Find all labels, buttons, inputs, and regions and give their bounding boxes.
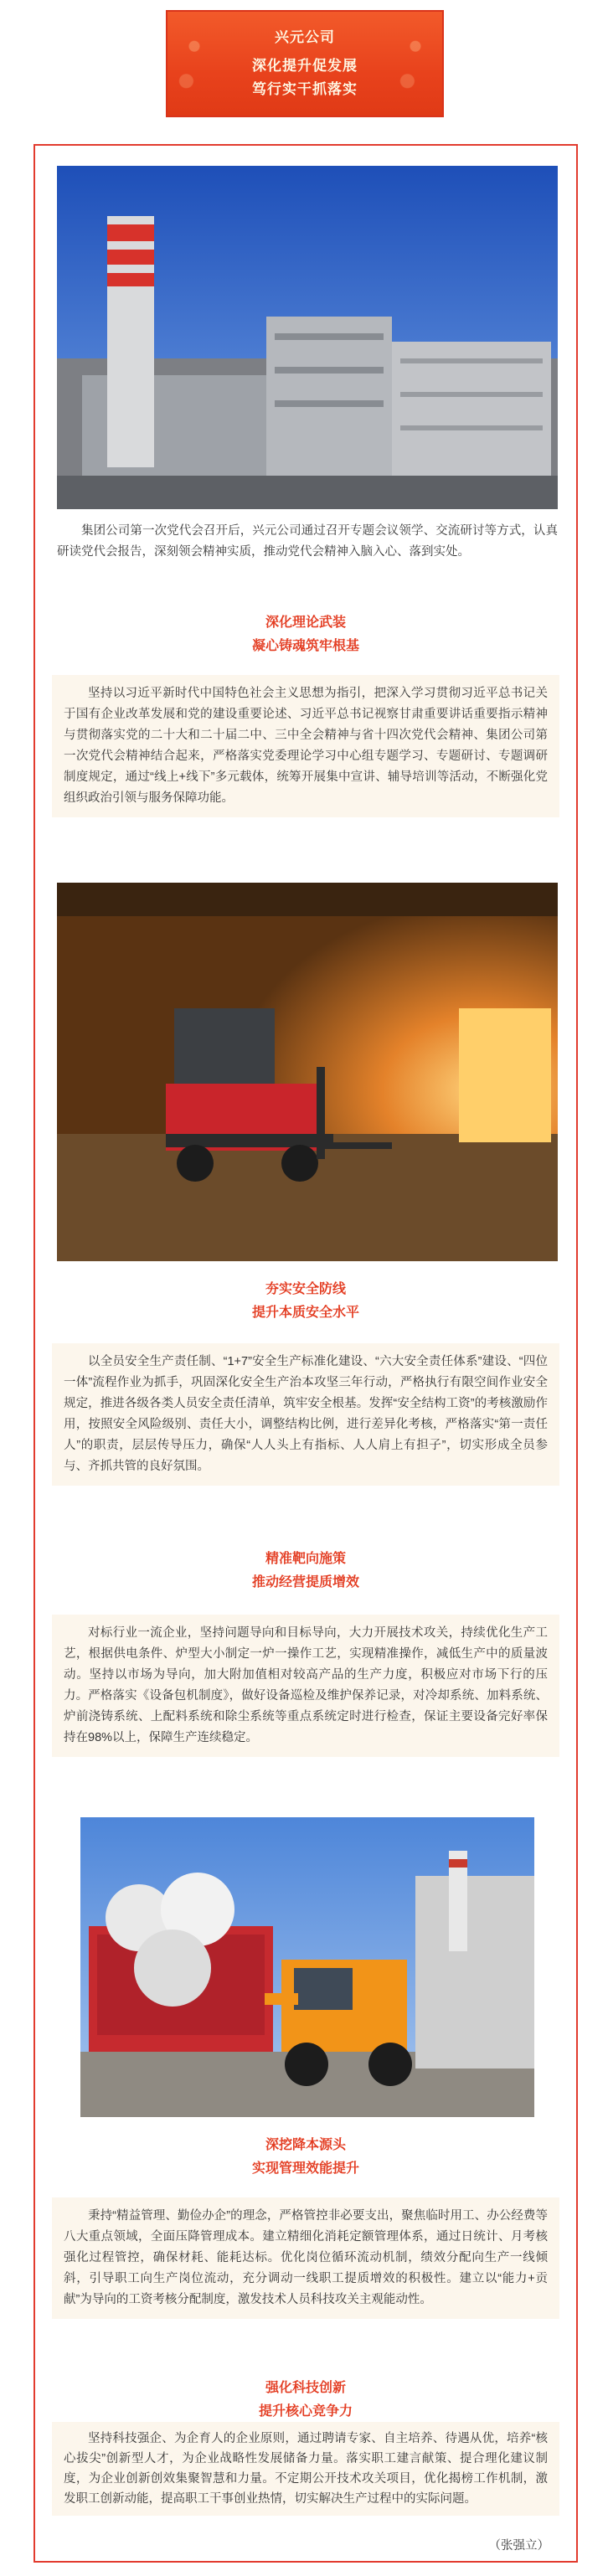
- section-4-body: 秉持“精益管理、勤俭办企”的理念，严格管控非必要支出，聚焦临时用工、办公经费等八大重点领域，全面压降管理成本。建立精细化消耗定额管理体系，通过日统计、月考核强化过程管控，确保材耗、能耗达标。优化岗位循环流动机制，绩效分配向生产一线倾斜，引导职工向生产岗位流动，充分调动一线职工提质增效的积极性。建立以“能力+贡献”为导向的工资考核分配制度，激发技术人员科技攻关主观能动性。: [52, 2197, 559, 2319]
- photo-plant-chimney: [57, 166, 558, 509]
- photo-furnace-forklift: [57, 883, 558, 1261]
- author-signature: （张强立）: [488, 2539, 549, 2553]
- section-5-title-line2: 提升核心竞争力: [258, 2404, 353, 2419]
- section-1-title-line2: 凝心铸魂筑牢根基: [251, 639, 359, 653]
- section-3-title: [33, 1548, 578, 1595]
- banner-title-line1: 深化提升促发展: [252, 58, 358, 74]
- banner-title-line2: 笃行实干抓落实: [252, 81, 358, 97]
- section-3-body: 对标行业一流企业，坚持问题导向和目标导向，大力开展技术攻关，持续优化生产工艺，根据供电条件、炉型大小制定一炉一操作工艺，实现精准操作，减低生产中的质量波动。坚持以市场为导向，加大附加值相对较高产品的生产力度，积极应对市场下行的压力。严格落实《设备包机制度》，做好设备巡检及维护保养记录，对冷却系统、加料系统、炉前浇铸系统、上配料系统和除尘系统等重点系统定时进行检查，保证主要设备完好率保持在98%以上，保障生产连续稳定。: [52, 1615, 559, 1757]
- photo-truck-loading: [80, 1817, 534, 2117]
- section-1-title-line1: 深化理论武装: [265, 616, 346, 630]
- section-2-title-line1: 夯实安全防线: [265, 1282, 346, 1296]
- section-5-body: 坚持科技强企、为企育人的企业原则，通过聘请专家、自主培养、待遇从优，培养“核心拔尖”创新型人才，为企业战略性发展储备力量。落实职工建言献策、提合理化建议制度，为企业创新创效集聚智慧和力量。不定期公开技术攻关项目，优化揭榜工作机制，激发职工创新动能，提高职工干事创业热情，切实解决生产过程中的实际问题。: [52, 2422, 559, 2516]
- section-5-title: [33, 2377, 578, 2424]
- header-banner: [166, 10, 444, 117]
- section-2-title: [33, 1278, 578, 1325]
- section-5-title-line1: 强化科技创新: [265, 2381, 346, 2395]
- section-3-title-line1: 精准靶向施策: [265, 1552, 346, 1566]
- banner-company: 兴元公司: [275, 29, 335, 45]
- section-3-title-line2: 推动经营提质增效: [251, 1575, 359, 1589]
- section-4-title-line2: 实现管理效能提升: [251, 2161, 359, 2176]
- intro-paragraph: 集团公司第一次党代会召开后，兴元公司通过召开专题会议领学、交流研讨等方式，认真研读党代会报告，深刻领会精神实质，推动党代会精神入脑入心、落到实处。: [57, 524, 558, 559]
- section-2-body: 以全员安全生产责任制、“1+7”安全生产标准化建设、“六大安全责任体系”建设、“四位一体”流程作业为抓手，巩固深化安全生产治本攻坚三年行动，严格执行有限空间作业安全规定，推进各级各类人员安全责任清单，筑牢安全根基。发挥“安全结构工资”的考核激励作用，按照安全风险级别、责任大小，调整结构比例，进行差异化考核，严格落实“第一责任人”的职责，层层传导压力，确保“人人头上有指标、人人肩上有担子”，切实形成全员参与、齐抓共管的良好氛围。: [52, 1343, 559, 1486]
- section-1-title: [33, 611, 578, 658]
- section-4-title-line1: 深挖降本源头: [265, 2138, 346, 2152]
- section-4-title: [33, 2134, 578, 2181]
- section-1-body: 坚持以习近平新时代中国特色社会主义思想为指引，把深入学习贯彻习近平总书记关于国有企业改革发展和党的建设重要论述、习近平总书记视察甘肃重要讲话重要指示精神与贯彻落实党的二十大和二十届二中、三中全会精神与省十四次党代会精神、集团公司第一次党代会精神结合起来，严格落实党委理论学习中心组专题学习、专题研讨、专题调研制度规定，通过“线上+线下”多元载体，统筹开展集中宣讲、辅导培训等活动，不断强化党组织政治引领与服务保障功能。: [52, 675, 559, 817]
- section-2-title-line2: 提升本质安全水平: [251, 1306, 359, 1320]
